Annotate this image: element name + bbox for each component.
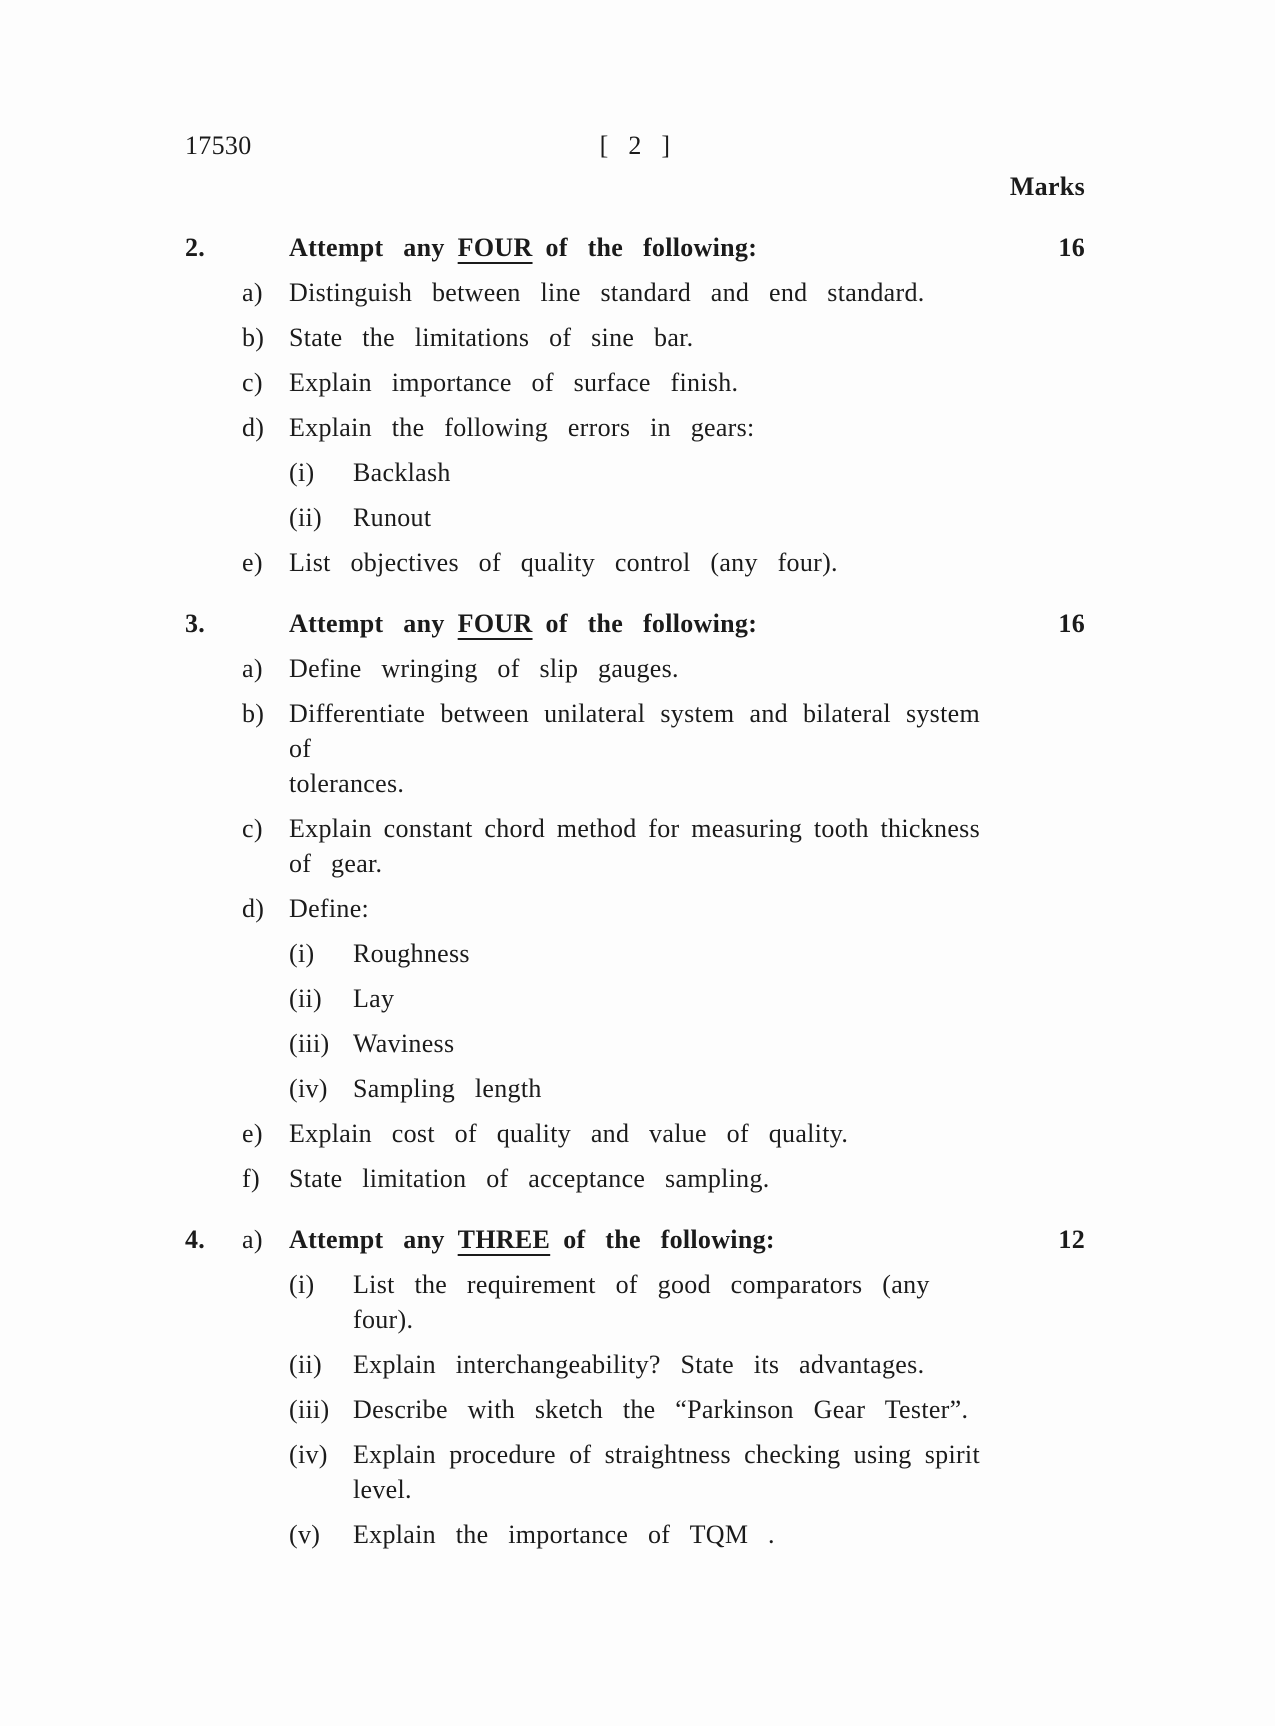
subitem-row [185,981,1085,1016]
subitem-row [185,1267,1085,1337]
item-text: List objectives of quality control (any four). [289,548,838,577]
subitem-row [185,1517,1085,1552]
question-header-text [289,1222,980,1257]
question-2 [185,230,1085,580]
item-label: e) [242,1119,263,1148]
header-post: of the following: [563,1225,775,1254]
item-text: State limitation of acceptance sampling. [289,1164,770,1193]
subitem-text: Backlash [353,458,451,487]
item-label: c) [242,814,263,843]
item-label: b) [242,323,265,352]
item-label: b) [242,699,265,728]
question-header-text [289,230,980,265]
item-label: e) [242,548,263,577]
item-label: c) [242,368,263,397]
subitem-label: (ii) [289,1350,322,1379]
item-label: f) [242,1164,260,1193]
subitem-text [353,1437,980,1507]
subitem-label: (ii) [289,984,322,1013]
subitem-text-line: Explain procedure of straightness checking using spirit [353,1440,980,1469]
question-number: 4. [185,1225,206,1254]
header-pre: Attempt any [289,609,445,638]
subitem-label: (i) [289,1270,315,1299]
item-text: Define: [289,894,370,923]
item-label: a) [242,278,263,307]
item-row [185,365,1085,400]
doc-number: 17530 [185,131,252,160]
subitem-label: (i) [289,939,315,968]
subitem-row [185,1437,1085,1507]
subitem-label: (iv) [289,1440,328,1469]
subitem-label: (v) [289,1520,321,1549]
subitem-text: Lay [353,984,395,1013]
subitem-text: Explain interchangeability? State its advantages. [353,1350,925,1379]
subitem-row [185,500,1085,535]
item-label: a) [242,654,263,683]
question-4 [185,1222,1085,1552]
question-2-header [185,230,1085,265]
item-row [185,1161,1085,1196]
item-row [185,651,1085,686]
subitem-row [185,1026,1085,1061]
item-text-line: Differentiate between unilateral system and bilateral system of [289,699,980,763]
question-number: 3. [185,609,206,638]
item-row [185,891,1085,926]
subitem-text: Sampling length [353,1074,542,1103]
header-keyword: FOUR [457,609,533,638]
item-text-line: of gear. [289,849,383,878]
item-label: d) [242,413,265,442]
subitem-text: Explain the importance of TQM . [353,1520,775,1549]
item-row [185,1116,1085,1151]
subitem-label: (iii) [289,1395,330,1424]
subitem-label: (iv) [289,1074,328,1103]
document-header [185,128,1085,163]
header-post: of the following: [545,609,758,638]
marks-value: 16 [1058,609,1085,638]
subitem-text-line: level. [353,1475,412,1504]
item-text: Explain cost of quality and value of quality. [289,1119,849,1148]
header-pre: Attempt any [289,1225,445,1254]
item-row [185,696,1085,801]
item-text [289,811,980,881]
item-text: Define wringing of slip gauges. [289,654,679,683]
question-number: 2. [185,233,206,262]
item-text: Distinguish between line standard and end standard. [289,278,925,307]
marks-value: 12 [1058,1225,1085,1254]
item-text-line: tolerances. [289,769,405,798]
subitem-text: Runout [353,503,432,532]
subitem-text: Waviness [353,1029,455,1058]
subitem-row [185,1347,1085,1382]
item-text: Explain importance of surface finish. [289,368,739,397]
question-4-header [185,1222,1085,1257]
item-row [185,320,1085,355]
subitem-label: (ii) [289,503,322,532]
item-row [185,811,1085,881]
question-header-text [289,606,980,641]
subitem-row [185,1392,1085,1427]
subitem-text: Roughness [353,939,470,968]
question-3 [185,606,1085,1196]
subitem-row [185,936,1085,971]
item-text: State the limitations of sine bar. [289,323,694,352]
item-text: Explain the following errors in gears: [289,413,755,442]
item-row [185,410,1085,445]
subitem-row [185,1071,1085,1106]
marks-column-header: Marks [1009,172,1085,201]
header-keyword: FOUR [457,233,533,262]
page-number: [ 2 ] [599,131,671,160]
item-label: d) [242,894,265,923]
question-sub-label: a) [242,1225,263,1254]
marks-value: 16 [1058,233,1085,262]
header-post: of the following: [545,233,758,262]
header-keyword: THREE [457,1225,551,1254]
subitem-row [185,455,1085,490]
item-text [289,696,980,801]
header-pre: Attempt any [289,233,445,262]
subitem-label: (iii) [289,1029,330,1058]
subitem-text: Describe with sketch the “Parkinson Gear Tester”. [353,1395,969,1424]
subitem-text: List the requirement of good comparators (any four). [353,1270,930,1334]
question-3-header [185,606,1085,641]
item-row [185,545,1085,580]
subitem-label: (i) [289,458,315,487]
item-text-line: Explain constant chord method for measuring tooth thickness [289,814,980,843]
item-row [185,275,1085,310]
